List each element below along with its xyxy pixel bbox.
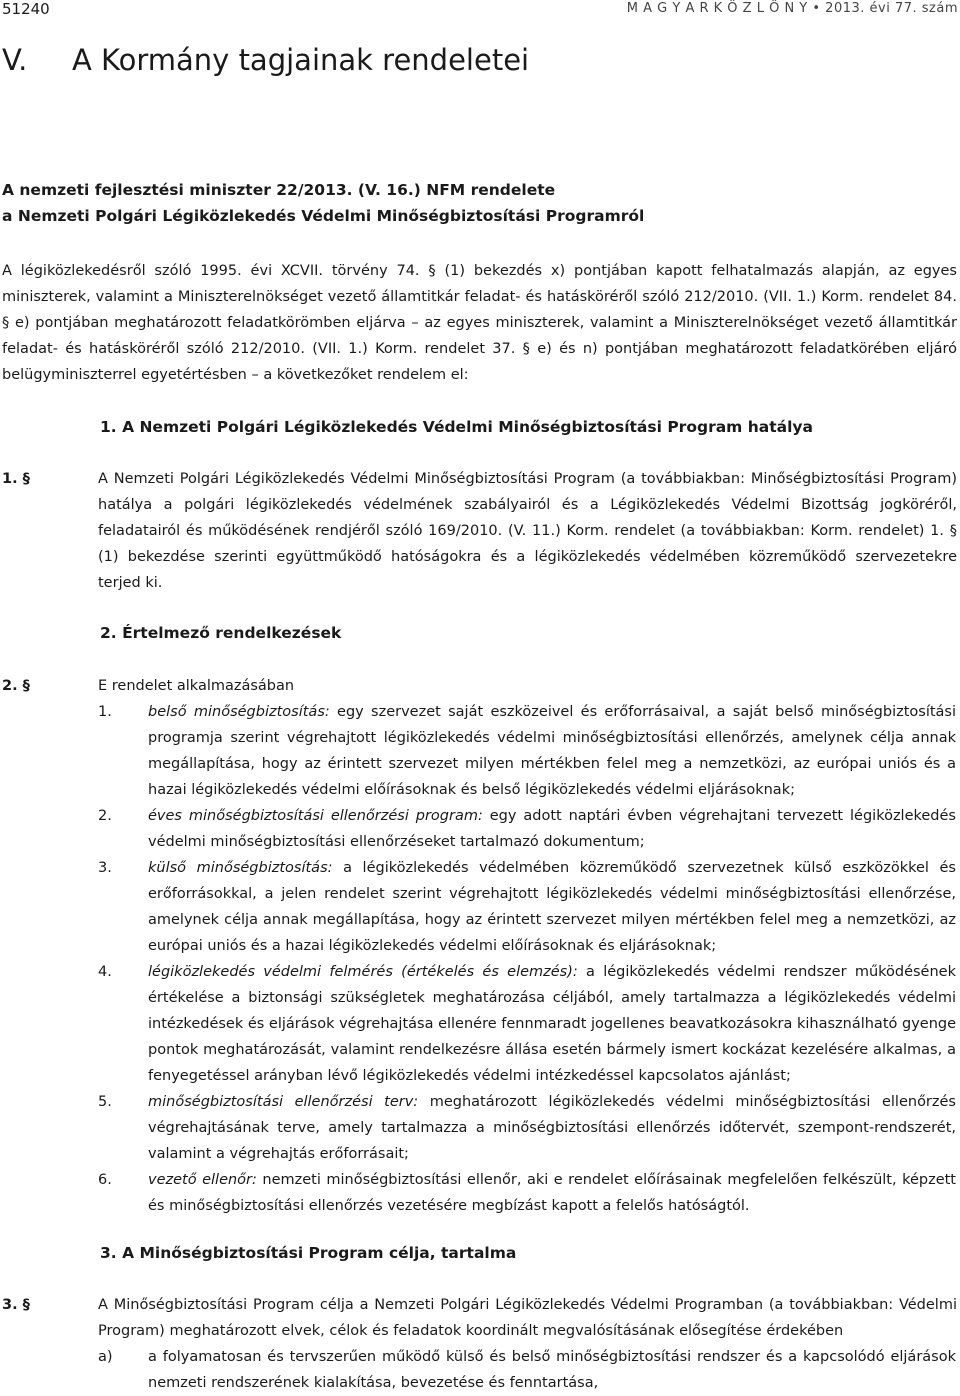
goal-item — [98, 1344, 956, 1396]
paragraph-2 — [2, 673, 957, 699]
paragraph-number: 2. § — [2, 678, 30, 694]
item-text — [148, 803, 956, 855]
defined-term: légiközlekedés védelmi felmérés (értékelés és elemzés): — [148, 964, 578, 980]
paragraph-text: E rendelet alkalmazásában — [98, 678, 295, 694]
definition-item — [98, 1167, 956, 1219]
section-title: A Kormány tagjainak rendeletei — [72, 43, 530, 77]
defined-term: éves minőségbiztosítási ellenőrzési program: — [148, 808, 483, 824]
item-text — [148, 855, 956, 959]
item-number: 4. — [98, 964, 112, 980]
defined-term: vezető ellenőr: — [148, 1172, 257, 1188]
definition-text: a légiközlekedés védelmi rendszer működésének értékelése a biztonsági szükségletek meghatározása céljából, amely tartalmazza a légiközlekedés védelmi intézkedések és eljárások végrehajtása ellenére fennmaradt jogellenes beavatkozásokra kihasználható gyenge pontok meghatározását, valamint rendelkezésre állása esetén bármely ismert kockázat kezelésére alkalmas, a fenyegetéssel arányban lévő légiközlekedés védelmi intézkedéssel kapcsolatos ajánlást; — [148, 964, 957, 1084]
paragraph-text: A Minőségbiztosítási Program célja a Nemzeti Polgári Légiközlekedés Védelmi Programban (a továbbiakban: Védelmi Program) meghatározott elvek, célok és feladatok koordinált megvalósításának elősegítése érdekében — [98, 1297, 957, 1339]
chapter-1-heading: 1. A Nemzeti Polgári Légiközlekedés Védelmi Minőségbiztosítási Program hatálya — [100, 418, 813, 436]
definition-text: meghatározott légiközlekedés védelmi minőségbiztosítási ellenőrzés végrehajtásának terve, amely tartalmazza a minőségbiztosítási ellenőrzés időtervét, szempont-rendszerét, valamint a végrehajtás erőforrásait; — [148, 1094, 956, 1162]
decree-title-line-2: a Nemzeti Polgári Légiközlekedés Védelmi Minőségbiztosítási Programról — [2, 207, 645, 225]
item-number: 3. — [98, 860, 112, 876]
decree-title-line-1: A nemzeti fejlesztési miniszter 22/2013. (V. 16.) NFM rendelete — [2, 181, 556, 199]
item-text — [148, 959, 956, 1089]
defined-term: külső minőségbiztosítás: — [148, 860, 333, 876]
section-number: V. — [2, 43, 28, 77]
definition-text: a légiközlekedés védelmében közreműködő szervezetnek külső eszközökkel és erőforrásokkal, a jelen rendelet szerint végrehajtott légiközlekedés védelmi minőségbiztosítási ellenőrzése, amelynek célja annak megállapítása, hogy az érintett szervezet milyen mértékben felel meg a nemzetközi, az európai uniós és a hazai légiközlekedés védelmi előírásoknak és eljárásoknak; — [148, 860, 956, 954]
item-letter: a) — [98, 1349, 113, 1365]
paragraph-text: A Nemzeti Polgári Légiközlekedés Védelmi Minőségbiztosítási Program (a továbbiakban: Minőségbiztosítási Program) hatálya a polgári légiközlekedés védelmének szabályairól és a Légiközlekedés Védelmi Bizottság jogköréről, feladatairól és működésének rendjéről szóló 169/2010. (V. 11.) Korm. rendelet (a továbbiakban: Korm. rendelet) 1. § (1) bekezdése szerinti együttműködő hatóságokra és a légiközlekedés védelmében közreműködő szervezetekre terjed ki. — [98, 471, 957, 591]
definition-item — [98, 699, 956, 803]
definition-item — [98, 803, 956, 855]
definition-text: egy szervezet saját eszközeivel és erőforrásaival, a saját belső minőségbiztosítási programja szerint végrehajtott légiközlekedés védelmi minőségbiztosítási ellenőrzés, amelynek célja annak megállapítása, hogy az érintett szervezet milyen mértékben felel meg a nemzetközi, az európai uniós és a hazai légiközlekedés védelmi előírásoknak és belső légiközlekedés védelmi eljárásoknak; — [148, 704, 956, 798]
item-number: 6. — [98, 1172, 112, 1188]
item-number: 1. — [98, 704, 112, 720]
preamble: A légiközlekedésről szóló 1995. évi XCVII. törvény 74. § (1) bekezdés x) pontjában kapott felhatalmazás alapján, az egyes miniszterek, valamint a Miniszterelnökséget vezető államtitkár feladat- és hatásköréről szóló 212/2010. (VII. 1.) Korm. rendelet 84. § e) pontjában meghatározott feladatkörömben eljárva – az egyes miniszterek, valamint a Miniszterelnökséget vezető államtitkár feladat- és hatásköréről szóló 212/2010. (VII. 1.) Korm. rendelet 37. § e) és n) pontjában meghatározott feladatkörében eljáró belügyminiszterrel egyetértésben – a következőket rendelem el: — [2, 263, 957, 383]
paragraph-number: 1. § — [2, 471, 30, 487]
section-heading — [2, 40, 529, 80]
decree-title — [2, 177, 957, 229]
definition-item — [98, 959, 956, 1089]
definition-item — [98, 1089, 956, 1167]
paragraph-3 — [2, 1292, 957, 1344]
defined-term: belső minőségbiztosítás: — [148, 704, 330, 720]
paragraph-1 — [2, 466, 957, 596]
item-text — [148, 699, 956, 803]
definition-item — [98, 855, 956, 959]
definition-text: nemzeti minőségbiztosítási ellenőr, aki e rendelet előírásainak megfelelően felkészült, képzett és minőségbiztosítási ellenőrzés vezetésére megbízást kapott a felelős hatóságtól. — [148, 1172, 956, 1214]
journal-header: M A G Y A R K Ö Z L Ö N Y • 2013. évi 77. szám — [626, 1, 958, 16]
chapter-3-heading: 3. A Minőségbiztosítási Program célja, tartalma — [100, 1244, 517, 1262]
item-text — [148, 1089, 956, 1167]
page-number: 51240 — [2, 0, 50, 18]
defined-term: minőségbiztosítási ellenőrzési terv: — [148, 1094, 419, 1110]
definition-text: egy adott naptári évben végrehajtani tervezett légiközlekedés védelmi minőségbiztosítási ellenőrzéseket tartalmazó dokumentum; — [148, 808, 956, 850]
paragraph-number: 3. § — [2, 1297, 30, 1313]
item-number: 2. — [98, 808, 112, 824]
item-text — [148, 1167, 956, 1219]
chapter-2-heading: 2. Értelmező rendelkezések — [100, 624, 342, 642]
item-number: 5. — [98, 1094, 112, 1110]
item-text: a folyamatosan és tervszerűen működő külső és belső minőségbiztosítási rendszer és a kapcsolódó eljárások nemzeti rendszerének kialakítása, bevezetése és fenntartása, — [148, 1349, 956, 1391]
